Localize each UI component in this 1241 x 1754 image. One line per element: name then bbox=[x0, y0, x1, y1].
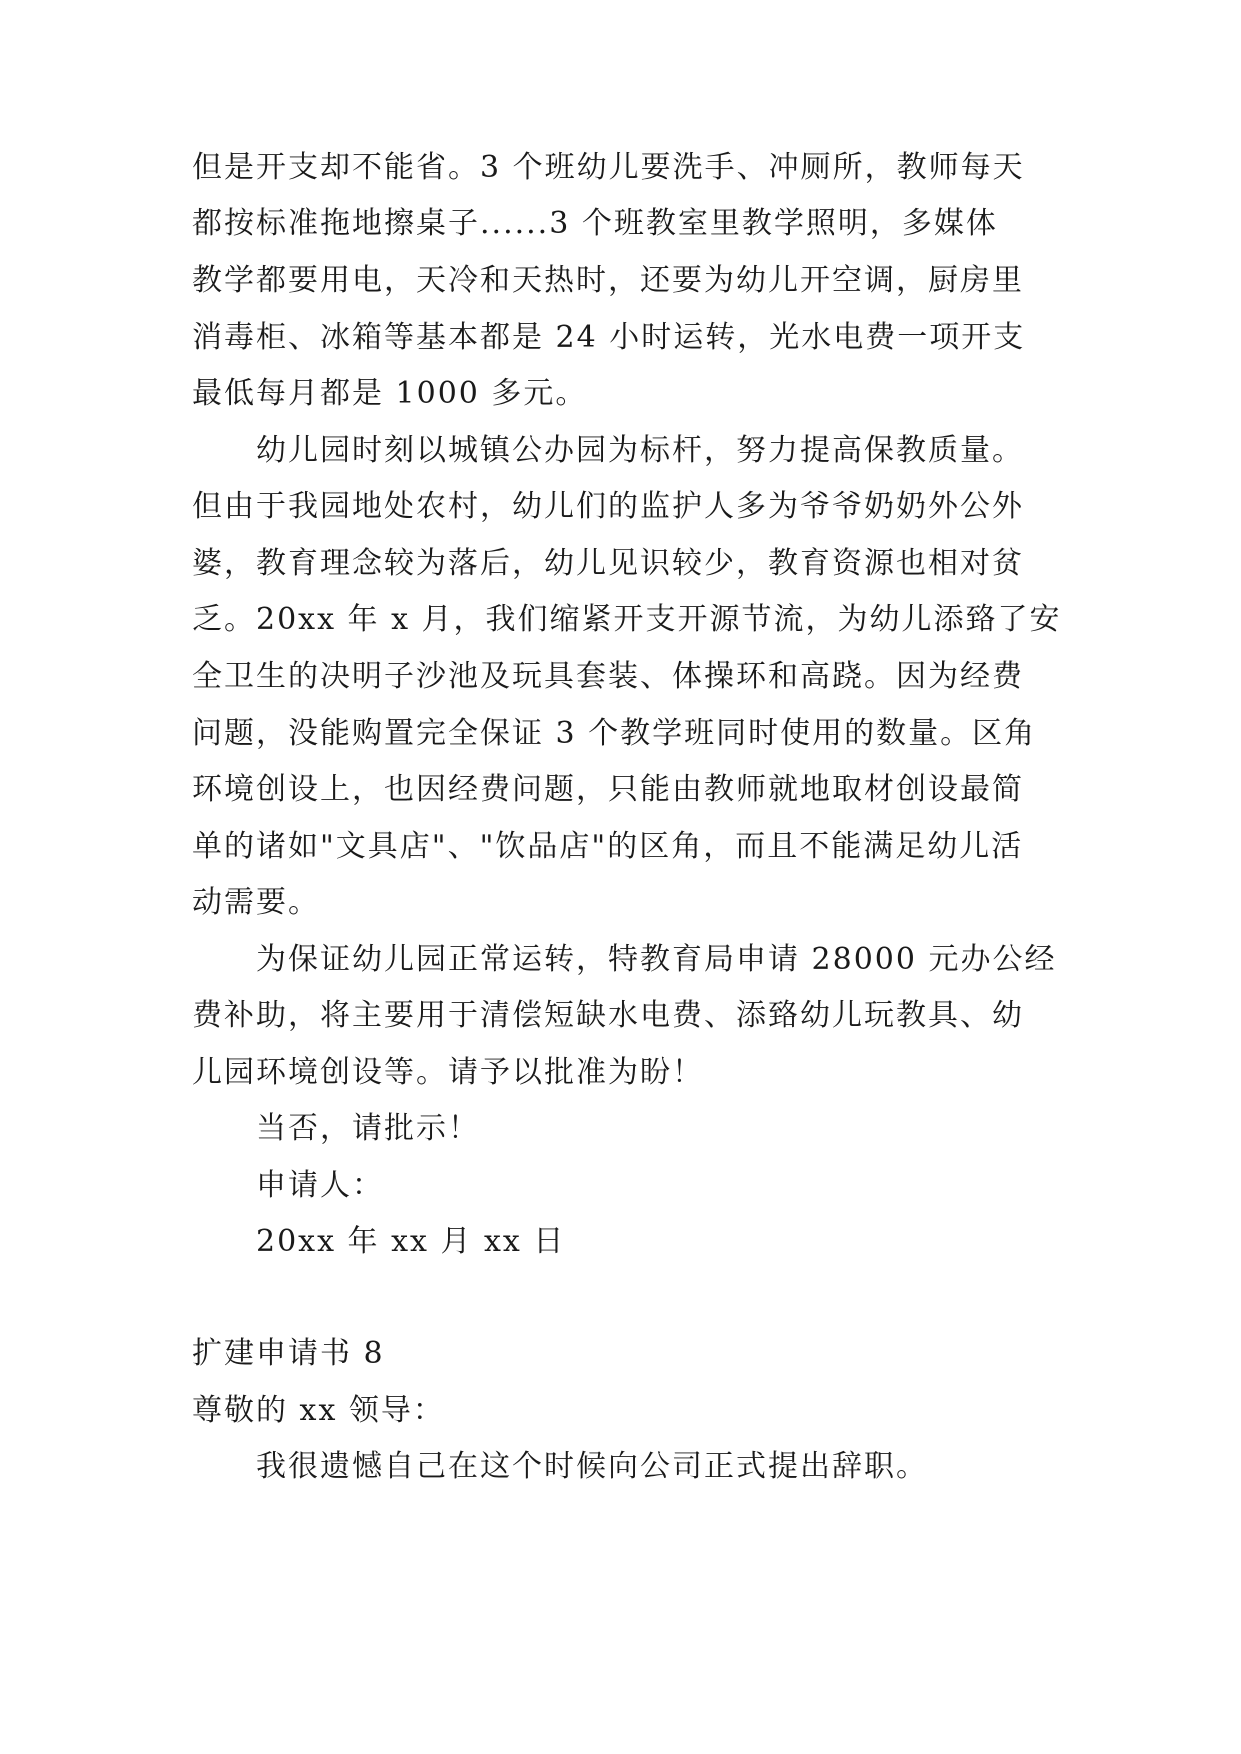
text-line: 婆，教育理念较为落后，幼儿见识较少，教育资源也相对贫 bbox=[192, 546, 1024, 581]
text-line: 环境创设上，也因经费问题，只能由教师就地取材创设最简 bbox=[192, 772, 1024, 807]
text-line: 幼儿园时刻以城镇公办园为标杆，努力提高保教质量。 bbox=[256, 433, 1024, 468]
text-line: 但由于我园地处农村，幼儿们的监护人多为爷爷奶奶外公外 bbox=[192, 489, 1024, 524]
text-line: 但是开支却不能省。3 个班幼儿要洗手、冲厕所，教师每天 bbox=[192, 150, 1025, 185]
signature-label: 申请人： bbox=[256, 1168, 384, 1203]
text-line: 动需要。 bbox=[192, 885, 320, 920]
text-line: 教学都要用电，天冷和天热时，还要为幼儿开空调，厨房里 bbox=[192, 263, 1024, 298]
date-line: 20xx 年 xx 月 xx 日 bbox=[256, 1224, 566, 1259]
text-line: 乏。20xx 年 x 月，我们缩紧开支开源节流，为幼儿添臵了安 bbox=[192, 602, 1062, 637]
section-heading: 扩建申请书 8 bbox=[192, 1336, 385, 1371]
text-line: 消毒柜、冰箱等基本都是 24 小时运转，光水电费一项开支 bbox=[192, 320, 1026, 355]
text-line: 最低每月都是 1000 多元。 bbox=[192, 376, 588, 411]
text-line: 为保证幼儿园正常运转，特教育局申请 28000 元办公经 bbox=[256, 942, 1057, 977]
text-line: 单的诸如"文具店"、"饮品店"的区角，而且不能满足幼儿活 bbox=[192, 829, 1024, 864]
text-line: 儿园环境创设等。请予以批准为盼！ bbox=[192, 1055, 704, 1090]
text-line: 都按标准拖地擦桌子......3 个班教室里教学照明，多媒体 bbox=[192, 206, 998, 241]
text-line: 当否，请批示！ bbox=[256, 1111, 480, 1146]
salutation: 尊敬的 xx 领导： bbox=[192, 1393, 445, 1428]
text-line: 我很遗憾自己在这个时候向公司正式提出辞职。 bbox=[256, 1449, 928, 1484]
text-line: 全卫生的决明子沙池及玩具套装、体操环和高跷。因为经费 bbox=[192, 659, 1024, 694]
text-line: 问题，没能购置完全保证 3 个教学班同时使用的数量。区角 bbox=[192, 716, 1037, 751]
text-line: 费补助，将主要用于清偿短缺水电费、添臵幼儿玩教具、幼 bbox=[192, 998, 1024, 1033]
